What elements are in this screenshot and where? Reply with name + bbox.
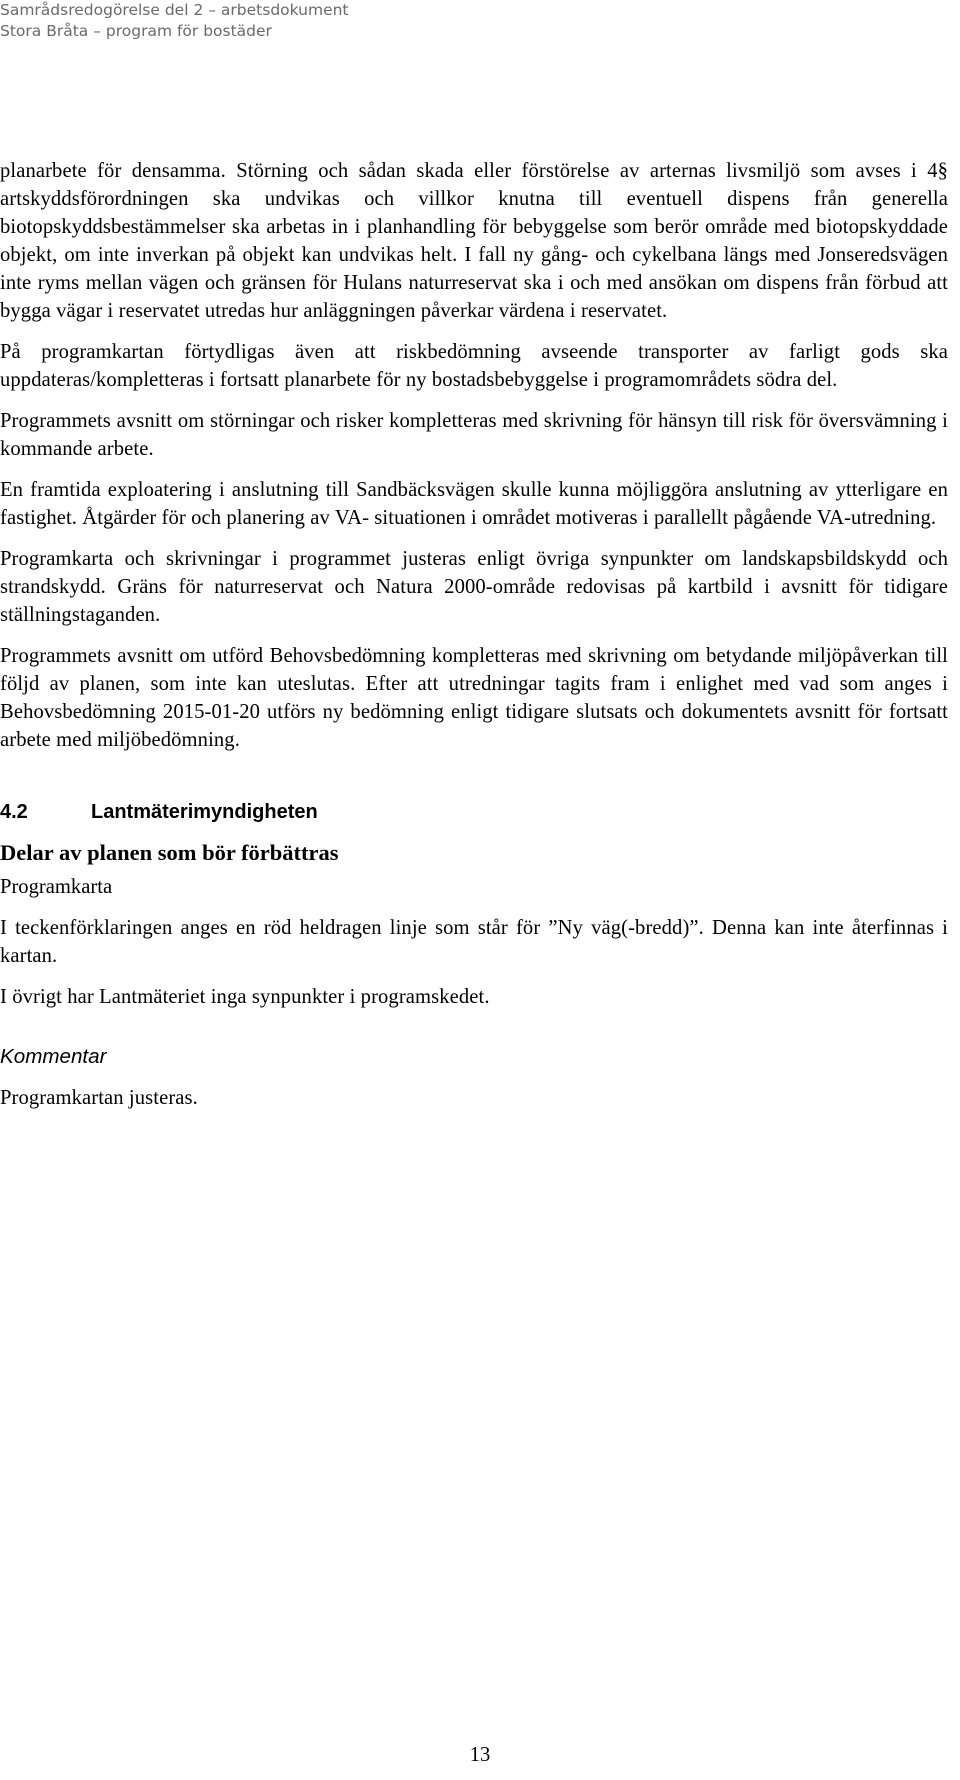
section-title: Lantmäterimyndigheten [91,801,318,823]
body-paragraph: I teckenförklaringen anges en röd heldragen linje som står för ”Ny väg(-bredd)”. Denna kan inte återfinnas i kartan. [0,917,948,967]
body-paragraph: Programmets avsnitt om utförd Behovsbedömning kompletteras med skrivning om betydande miljöpåverkan till följd av planen, som inte kan uteslutas. Efter att utredningar tagits fram i enlighet med vad som anges i Behovsbedömning 2015-01-20 utförs ny bedömning enligt tidigare slutsats och dokumentets avsnitt för fortsatt arbete med miljöbedömning. [0,645,948,751]
page-number: 13 [469,1744,491,1766]
body-paragraph: En framtida exploatering i anslutning till Sandbäcksvägen skulle kunna möjliggöra anslutning av ytterligare en fastighet. Åtgärder för och planering av VA- situationen i området motiveras i parallellt pågående VA-utredning. [0,479,948,529]
body-paragraph: I övrigt har Lantmäteriet inga synpunkter i programskedet. [0,986,490,1008]
comment-heading: Kommentar [0,1045,107,1068]
section-number: 4.2 [0,801,28,823]
body-paragraph: Programmets avsnitt om störningar och risker kompletteras med skrivning för hänsyn till risk för översvämning i kommande arbete. [0,410,948,460]
section-subtitle: Delar av planen som bör förbättras [0,840,339,865]
subheading: Programkarta [0,876,113,898]
body-paragraph: planarbete för densamma. Störning och sådan skada eller förstörelse av arternas livsmiljö som avses i 4§ artskyddsförordningen ska undvikas och villkor knutna till eventuell dispens från generella biotopskyddsbestämmelser ska arbetas in i planhandling för bebyggelse som berör område med biotopskyddade objekt, om inte inverkan på objekt kan undvikas helt. I fall ny gång- och cykelbana längs med Jonseredsvägen inte ryms mellan vägen och gränsen för Hulans naturreservat ska i och med ansökan om dispens från förbud att bygga vägar i reservatet utredas hur anläggningen påverkar värdena i reservatet. [0,160,948,322]
comment-text: Programkartan justeras. [0,1087,198,1109]
body-paragraph: På programkartan förtydligas även att riskbedömning avseende transporter av farligt gods ska uppdateras/kompletteras i fortsatt planarbete för ny bostadsbebyggelse i programområdets södra del. [0,341,948,391]
section-heading [0,798,948,826]
header-project-title: Stora Bråta – program för bostäder [0,22,272,40]
header-document-title: Samrådsredogörelse del 2 – arbetsdokument [0,1,349,19]
body-paragraph: Programkarta och skrivningar i programmet justeras enligt övriga synpunkter om landskapsbildskydd och strandskydd. Gräns för naturreservat och Natura 2000-område redovisas på kartbild i avsnitt för tidigare ställningstaganden. [0,548,948,626]
running-header [0,0,349,42]
document-body [0,157,948,1112]
